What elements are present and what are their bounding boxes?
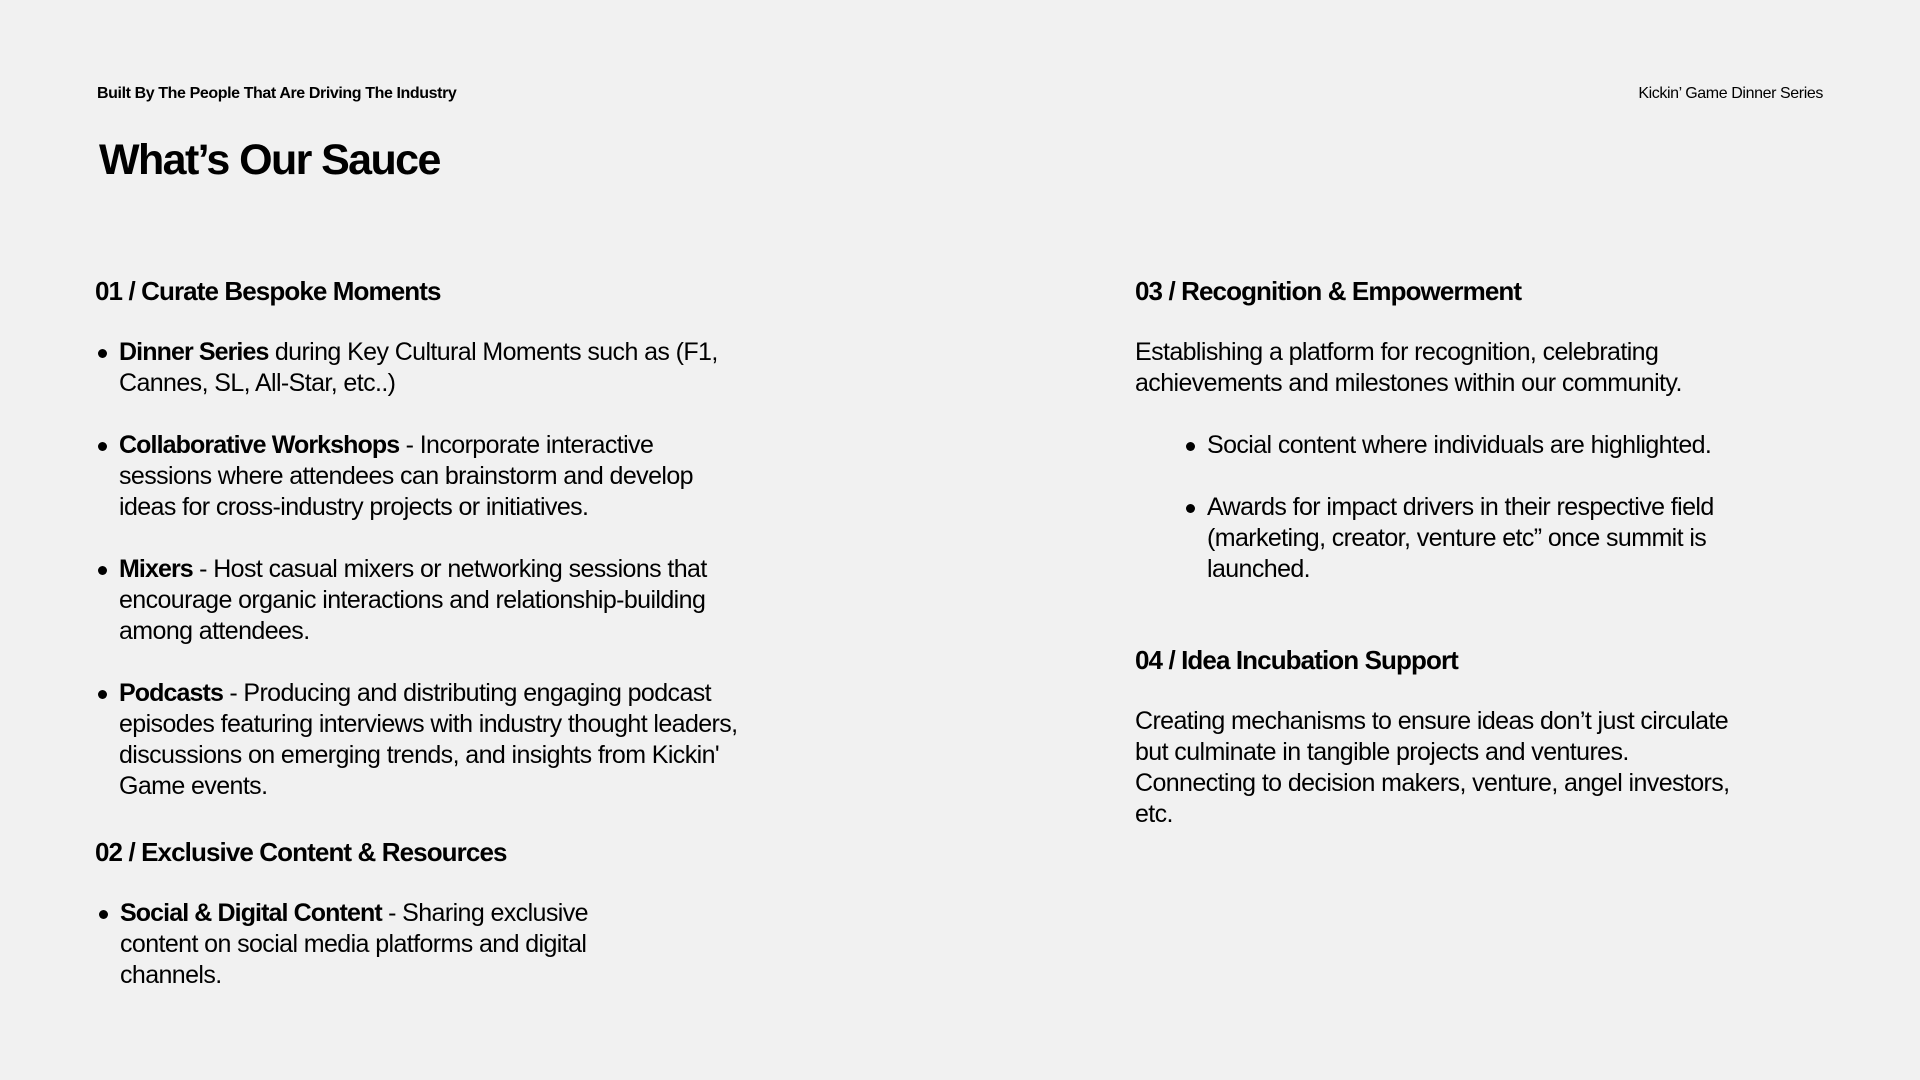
incubation-paragraph: Creating mechanisms to ensure ideas don’t just circulate but culminate in tangible projects and ventures. Connecting to decision makers, venture, angel investors, etc. bbox=[1135, 707, 1730, 828]
list-item bbox=[95, 554, 750, 647]
bullet-icon bbox=[1186, 442, 1195, 451]
content-list bbox=[95, 898, 641, 991]
bullet-icon bbox=[1186, 504, 1195, 513]
right-column bbox=[1135, 276, 1775, 830]
list-item bbox=[96, 898, 641, 991]
item-lead: Mixers bbox=[119, 555, 193, 583]
item-text: - Producing and distributing engaging podcast episodes featuring interviews with industry thought leaders, discussions on emerging trends, and insights from Kickin' Game events. bbox=[119, 679, 738, 800]
recognition-paragraph: Establishing a platform for recognition, celebrating achievements and milestones within our community. bbox=[1135, 338, 1682, 397]
list-item bbox=[95, 430, 750, 523]
item-text: - Host casual mixers or networking sessions that encourage organic interactions and relationship-building among attendees. bbox=[119, 555, 707, 645]
list-item bbox=[1183, 492, 1763, 585]
list-item bbox=[1183, 430, 1763, 461]
section-title-recognition: 03 / Recognition & Empowerment bbox=[1135, 276, 1522, 306]
recognition-list bbox=[1135, 430, 1763, 585]
bullet-icon bbox=[98, 566, 107, 575]
curate-list bbox=[95, 337, 750, 802]
item-text: - Incorporate interactive sessions where attendees can brainstorm and develop ideas for cross-industry projects or initiatives. bbox=[119, 431, 693, 521]
list-item bbox=[95, 337, 750, 399]
header-series-name: Kickin’ Game Dinner Series bbox=[1638, 85, 1823, 102]
bullet-icon bbox=[99, 910, 108, 919]
section-title-curate: 01 / Curate Bespoke Moments bbox=[95, 276, 441, 306]
bullet-icon bbox=[98, 349, 107, 358]
item-lead: Dinner Series bbox=[119, 338, 269, 366]
header-tagline: Built By The People That Are Driving The Industry bbox=[97, 85, 457, 102]
list-item bbox=[95, 678, 750, 802]
item-lead: Collaborative Workshops bbox=[119, 431, 400, 459]
item-text: during Key Cultural Moments such as (F1, Cannes, SL, All-Star, etc..) bbox=[119, 338, 718, 397]
item-text: - Sharing exclusive content on social media platforms and digital channels. bbox=[120, 899, 588, 989]
bullet-icon bbox=[98, 442, 107, 451]
item-lead: Podcasts bbox=[119, 679, 223, 707]
item-text: Awards for impact drivers in their respective field (marketing, creator, venture etc” once summit is launched. bbox=[1207, 493, 1714, 583]
section-title-incubation: 04 / Idea Incubation Support bbox=[1135, 645, 1458, 675]
section-title-content: 02 / Exclusive Content & Resources bbox=[95, 837, 507, 867]
item-text: Social content where individuals are highlighted. bbox=[1207, 431, 1712, 459]
item-lead: Social & Digital Content bbox=[120, 899, 382, 927]
page-title: What’s Our Sauce bbox=[99, 136, 440, 184]
bullet-icon bbox=[98, 690, 107, 699]
left-column bbox=[95, 276, 795, 991]
